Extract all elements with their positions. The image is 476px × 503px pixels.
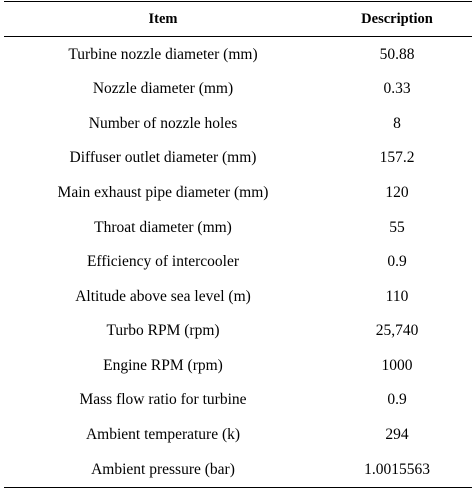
header-description: Description	[322, 2, 472, 37]
table-row	[4, 141, 472, 176]
cell-item: Engine RPM (rpm)	[103, 356, 223, 374]
spec-table	[4, 1, 472, 488]
table-row	[4, 383, 472, 418]
cell-item: Altitude above sea level (m)	[75, 287, 251, 305]
cell-item: Diffuser outlet diameter (mm)	[69, 149, 257, 167]
cell-item: Ambient pressure (bar)	[4, 452, 322, 487]
cell-description: 294	[385, 426, 409, 444]
table-row	[4, 418, 472, 453]
cell-item: Mass flow ratio for turbine	[79, 391, 247, 409]
cell-item: Turbo RPM (rpm)	[106, 322, 220, 340]
table-row	[4, 245, 472, 280]
cell-description: 1000	[381, 356, 413, 374]
table-row	[4, 210, 472, 245]
cell-description: 0.9	[387, 391, 407, 409]
cell-description: 157.2	[379, 149, 415, 167]
table-row	[4, 279, 472, 314]
table-row	[4, 452, 472, 487]
cell-item: Turbine nozzle diameter (mm)	[68, 45, 258, 63]
cell-description: 120	[385, 183, 409, 201]
spec-table-container	[0, 1, 476, 503]
cell-description: 0.9	[387, 253, 407, 271]
cell-description: 0.33	[383, 80, 411, 98]
table-row	[4, 37, 472, 72]
table-row	[4, 106, 472, 141]
cell-description: 25,740	[375, 322, 419, 340]
cell-item: Efficiency of intercooler	[86, 253, 240, 271]
header-item: Item	[4, 2, 322, 37]
cell-item: Number of nozzle holes	[88, 114, 238, 132]
cell-description: 8	[393, 114, 401, 132]
table-header-row	[4, 2, 472, 37]
cell-description: 110	[385, 287, 409, 305]
table-row	[4, 348, 472, 383]
cell-item: Ambient temperature (k)	[85, 426, 241, 444]
table-row	[4, 175, 472, 210]
cell-item: Main exhaust pipe diameter (mm)	[57, 183, 269, 201]
cell-description: 50.88	[379, 45, 415, 63]
cell-item: Throat diameter (mm)	[94, 218, 232, 236]
cell-item: Nozzle diameter (mm)	[92, 80, 234, 98]
table-row	[4, 314, 472, 349]
cell-description: 1.0015563	[322, 452, 472, 487]
cell-description: 55	[389, 218, 405, 236]
table-row	[4, 72, 472, 107]
